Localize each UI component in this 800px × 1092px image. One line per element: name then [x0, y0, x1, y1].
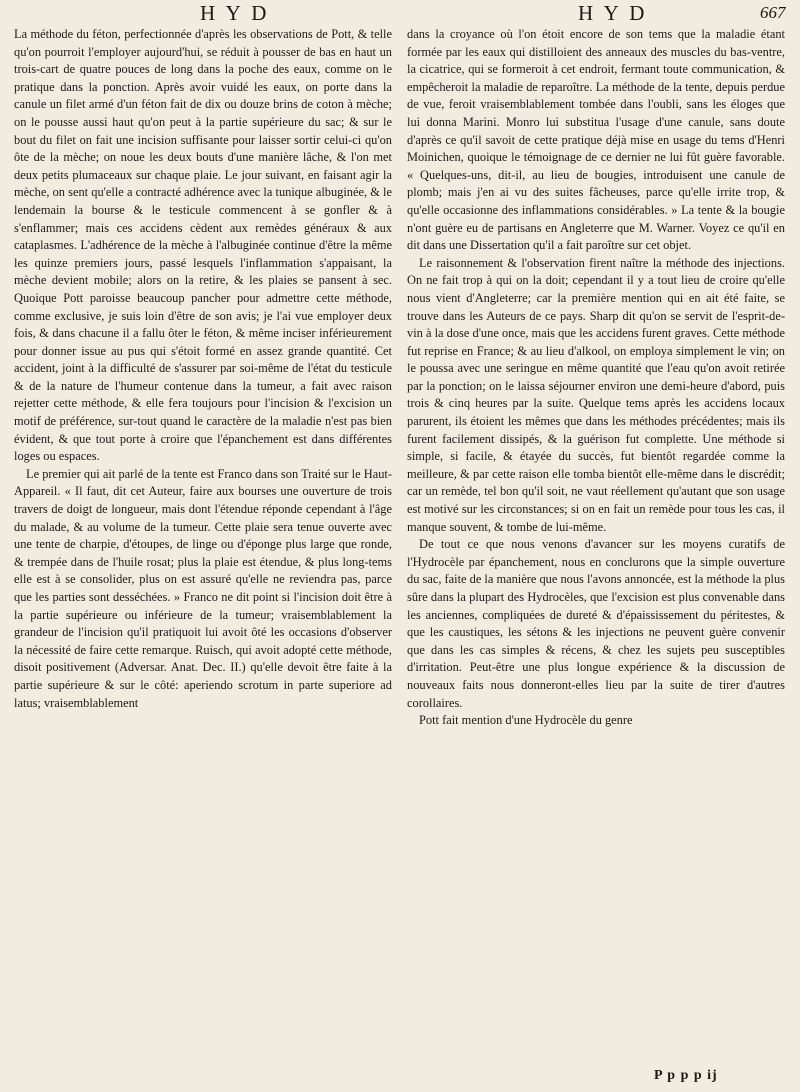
paragraph: dans la croyance où l'on étoit encore de son tems que la maladie étant formée par les eaux qui distilloient des anneaux des muscles du bas-ventre, la cicatrice, qui se formeroit à cet endroit, fermant toute communication, & empêcheroit la maladie de reparoître. La méthode de la tente, depuis perdue de vue, feroit vraisemblablement tombée dans l'oubli, sans les éloges que lui donna Marini. Monro lui substitua l'usage d'une canule, sans doute d'après ce qu'il savoit de cette pratique déjà mise en usage du tems d'Henri Moinichen, quoique le témoignage de ce dernier ne lui fût guère favorable. « Quelques-uns, dit-il, au lieu de bougies, introduisent une canule de plomb; mais j'en ai vu des suites fâcheuses, parce qu'elle irrite trop, & qu'elle occasionne des inflammations considérables. » La tente & la bougie n'ont guère eu de partisans en Angleterre que M. Warner. Voyez ce qu'il en dit dans une Dissertation qu'il a fait paroître sur cet objet. — [407, 27, 785, 253]
right-column — [407, 26, 785, 730]
running-header-left: H Y D — [200, 1, 270, 25]
paragraph: Le premier qui ait parlé de la tente est Franco dans son Traité sur le Haut-Appareil. « Il faut, dit cet Auteur, faire aux bourses une ouverture de trois travers de doigt de longueur, mais dont l'étendue réponde cependant à l'âge du malade, & au volume de la tumeur. Cette plaie sera tenue ouverte avec une tente de charpie, d'étoupes, de linge ou d'éponge plus large que ronde, & trempée dans de l'huile rosat; plus la plaie est étendue, & plus long-tems elle est à se consolider, plus on est assuré qu'elle ne reviendra pas, parce que les parties sont desséchées. » Franco ne dit point si l'incision doit être à la partie supérieure ou inférieure de la tumeur; vraisemblablement la grandeur de l'incision qu'il pratiquoit lui avoit ôté les occasions d'observer la nécessité de faire cette remarque. Ruisch, qui avoit adopté cette méthode, disoit positivement (Adversar. Anat. Dec. II.) qu'elle devoit être faite à la partie supérieure & sur le côté: aperiendo scrotum in parte superiore ad latus; vraisemblablement — [14, 466, 392, 710]
running-header-right: H Y D — [578, 1, 648, 25]
printer-signature-mark: P p p p ij — [654, 1068, 718, 1083]
left-column — [14, 26, 392, 712]
page-number: 667 — [760, 3, 786, 22]
paragraph: Pott fait mention d'une Hydrocèle du genre — [419, 713, 633, 728]
paragraph: La méthode du féton, perfectionnée d'après les observations de Pott, & telle qu'on pourroit l'employer aujourd'hui, se réduit à pousser de bas en haut un trois-cart de quatre pouces de long dans la poche des eaux, comme on le pratique dans la ponction. Après avoir vuidé les eaux, on porte dans la canule un filet armé d'un féton fait de dix ou douze brins de coton à mèche; on le pousse aussi haut qu'on peut à la partie supérieure du sac; & sur le bout du filet on fait une incision suffisante pour laisser sortir celui-ci qu'on ôte de la mèche; on noue les deux bouts d'une manière lâche, & l'on met deux petits plumaceaux sur chaque plaie. Le jour suivant, en faisant agir la mèche, on sent qu'elle a contracté adhérence avec la tunique albuginée, & le lendemain la bourse & le testicule commencent à se gonfler & à s'enflammer; mais ces accidens cèdent aux remèdes généraux & aux cataplasmes. L'adhérence de la mèche à l'albuginée continue d'être la même les quinze premiers jours, passé lesquels l'inflammation s'appaisant, la mèche devient mobile; alors on la retire, & les plaies se pansent à sec. Quoique Pott paroisse beaucoup pancher pour admettre cette méthode, comme exclusive, je suis loin d'être de son avis; je l'ai vue employer deux fois, & dans chacune il a fallu ôter le féton, & même inciser inférieurement pour donner issue au pus qui s'étoit formé en assez grande quantité. Cet accident, joint à la difficulté de s'assurer par soi-même de l'état du testicule & de la nature de l'humeur contenue dans la tumeur, a fait avec raison rejetter cette méthode, & elle fera toujours pour l'incision & l'excision un motif de préférence, sur-tout quand le caractère de la maladie n'est pas bien évident, & que tout porte à croire que l'épanchement est dans différentes loges ou espaces. — [14, 27, 392, 464]
paragraph: De tout ce que nous venons d'avancer sur les moyens curatifs de l'Hydrocèle par épanchement, nous en conclurons que la simple ouverture du sac, faite de la manière que nous l'avons annoncée, est la méthode la plus sûre dans la plupart des Hydrocèles, que l'excision est plus convenable dans les anciennes, compliquées de dureté & d'épaississement du péritestes, & que les caustiques, les sétons & les injections ne peuvent guère convenir que dans les cas simples & récens, & chez les sujets peu susceptibles d'irritation. Peut-être une plus longue expérience & la discussion de nouveaux faits nous donneront-elles lieu par la suite de tirer d'autres corollaires. — [407, 537, 785, 710]
paragraph: Le raisonnement & l'observation firent naître la méthode des injections. On ne fait trop à qui on la doit; cependant il y a tout lieu de croire qu'elle nous vient d'Angleterre; car la première mention qui en ait été faite, se trouve dans les Auteurs de ce pays. Sharp dit qu'on se servit de l'esprit-de-vin à la dose d'une once, mais que les accidens furent graves. Cette méthode fut reprise en France; & au lieu d'alkool, on employa simplement le vin; on le poussa avec une seringue en même quantité que l'eau qu'on avoit retirée par la ponction; on le laissa séjourner environ une demi-heure d'abord, puis trois & cinq heures par la suite. Quelque tems après les accidens locaux parurent, ils étoient les mêmes que dans les méthodes précédentes; mais ils furent facilement dissipés, & la guérison fut complette. Une méthode si simple, si facile, & étayée du succès, fut bientôt regardée comme la meilleure, & par cette raison elle tomba bientôt elle-même dans le discrédit; car un remède, tel bon qu'il soit, ne vaut réellement qu'autant que son usage est motivé sur les circonstances; si on en fait un remède pour tous les cas, il manque souvent, & tombe de lui-même. — [407, 255, 785, 534]
